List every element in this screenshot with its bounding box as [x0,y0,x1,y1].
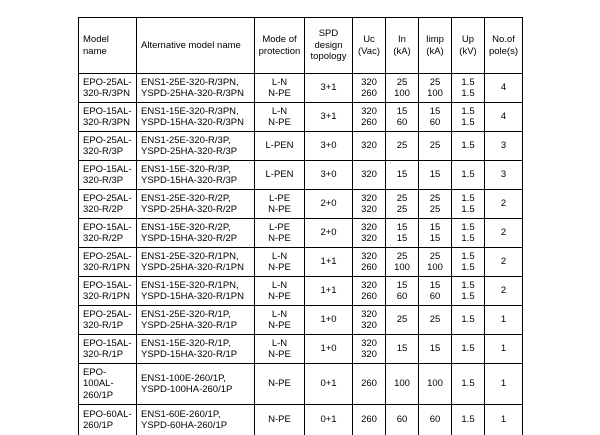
mode-of-protection-cell: L-N N-PE [255,103,305,132]
in-cell: 60 [386,405,419,435]
model-name-cell: EPO-25AL- 320-R/1PN [79,248,137,277]
in-cell: 15 60 [386,103,419,132]
iimp-cell: 15 15 [419,219,452,248]
up-cell: 1.5 1.5 [452,190,485,219]
alternative-model-name-cell: ENS1-60E-260/1P, YSPD-60HA-260/1P [137,405,255,435]
poles-cell: 4 [485,74,523,103]
up-cell: 1.5 [452,132,485,161]
model-name-cell: EPO-60AL- 260/1P [79,405,137,435]
alternative-model-name-cell: ENS1-25E-320-R/1P, YSPD-25HA-320-R/1P [137,306,255,335]
table-row [79,132,523,161]
poles-cell: 2 [485,277,523,306]
table-row [79,277,523,306]
uc-cell: 320 260 [353,248,386,277]
poles-cell: 3 [485,161,523,190]
in-cell: 25 100 [386,248,419,277]
alternative-model-name-cell: ENS1-25E-320-R/3PN, YSPD-25HA-320-R/3PN [137,74,255,103]
spd-spec-table [78,17,523,435]
alternative-model-name-cell: ENS1-15E-320-R/1PN, YSPD-15HA-320-R/1PN [137,277,255,306]
mode-of-protection-cell: L-PE N-PE [255,219,305,248]
mode-of-protection-cell: L-PEN [255,161,305,190]
header-number-of-poles: No.of pole(s) [485,18,523,74]
uc-cell: 320 260 [353,74,386,103]
up-cell: 1.5 1.5 [452,103,485,132]
alternative-model-name-cell: ENS1-15E-320-R/1P, YSPD-15HA-320-R/1P [137,335,255,364]
topology-cell: 1+0 [305,335,353,364]
poles-cell: 3 [485,132,523,161]
model-name-cell: EPO-25AL- 320-R/3PN [79,74,137,103]
in-cell: 15 15 [386,219,419,248]
iimp-cell: 15 [419,161,452,190]
mode-of-protection-cell: L-N N-PE [255,306,305,335]
mode-of-protection-cell: N-PE [255,364,305,405]
uc-cell: 320 320 [353,335,386,364]
alternative-model-name-cell: ENS1-25E-320-R/3P, YSPD-25HA-320-R/3P [137,132,255,161]
up-cell: 1.5 1.5 [452,219,485,248]
model-name-cell: EPO-15AL- 320-R/1P [79,335,137,364]
alternative-model-name-cell: ENS1-15E-320-R/3PN, YSPD-15HA-320-R/3PN [137,103,255,132]
iimp-cell: 25 100 [419,74,452,103]
iimp-cell: 25 100 [419,248,452,277]
up-cell: 1.5 [452,335,485,364]
uc-cell: 320 320 [353,219,386,248]
header-row [79,18,523,74]
topology-cell: 3+0 [305,161,353,190]
poles-cell: 1 [485,405,523,435]
poles-cell: 1 [485,335,523,364]
iimp-cell: 25 25 [419,190,452,219]
mode-of-protection-cell: L-PEN [255,132,305,161]
model-name-cell: EPO-25AL- 320-R/2P [79,190,137,219]
model-name-cell: EPO-25AL- 320-R/3P [79,132,137,161]
model-name-cell: EPO-15AL- 320-R/2P [79,219,137,248]
in-cell: 25 25 [386,190,419,219]
header-alternative-model-name: Alternative model name [137,18,255,74]
poles-cell: 1 [485,364,523,405]
table-row [79,190,523,219]
uc-cell: 320 260 [353,277,386,306]
header-in: In (kA) [386,18,419,74]
table-row [79,103,523,132]
poles-cell: 4 [485,103,523,132]
header-model-name: Model name [79,18,137,74]
up-cell: 1.5 1.5 [452,277,485,306]
in-cell: 25 [386,132,419,161]
table-row [79,248,523,277]
up-cell: 1.5 1.5 [452,74,485,103]
table-row [79,161,523,190]
topology-cell: 3+0 [305,132,353,161]
poles-cell: 2 [485,219,523,248]
topology-cell: 3+1 [305,74,353,103]
model-name-cell: EPO-15AL- 320-R/3PN [79,103,137,132]
header-spd-design-topology: SPD design topology [305,18,353,74]
topology-cell: 1+0 [305,306,353,335]
model-name-cell: EPO- 100AL- 260/1P [79,364,137,405]
up-cell: 1.5 [452,364,485,405]
in-cell: 15 [386,161,419,190]
table-row [79,74,523,103]
up-cell: 1.5 [452,306,485,335]
mode-of-protection-cell: L-PE N-PE [255,190,305,219]
topology-cell: 1+1 [305,248,353,277]
in-cell: 25 [386,306,419,335]
mode-of-protection-cell: L-N N-PE [255,335,305,364]
topology-cell: 1+1 [305,277,353,306]
table-row [79,219,523,248]
in-cell: 25 100 [386,74,419,103]
iimp-cell: 100 [419,364,452,405]
iimp-cell: 15 [419,335,452,364]
table-row [79,306,523,335]
mode-of-protection-cell: L-N N-PE [255,74,305,103]
alternative-model-name-cell: ENS1-15E-320-R/3P, YSPD-15HA-320-R/3P [137,161,255,190]
topology-cell: 0+1 [305,364,353,405]
model-name-cell: EPO-15AL- 320-R/3P [79,161,137,190]
topology-cell: 2+0 [305,190,353,219]
topology-cell: 3+1 [305,103,353,132]
table-row [79,364,523,405]
uc-cell: 320 260 [353,103,386,132]
uc-cell: 320 [353,161,386,190]
alternative-model-name-cell: ENS1-15E-320-R/2P, YSPD-15HA-320-R/2P [137,219,255,248]
in-cell: 15 60 [386,277,419,306]
header-mode-of-protection: Mode of protection [255,18,305,74]
uc-cell: 320 [353,132,386,161]
iimp-cell: 60 [419,405,452,435]
model-name-cell: EPO-15AL- 320-R/1PN [79,277,137,306]
uc-cell: 260 [353,364,386,405]
header-iimp: Iimp (kA) [419,18,452,74]
model-name-cell: EPO-25AL- 320-R/1P [79,306,137,335]
uc-cell: 260 [353,405,386,435]
iimp-cell: 15 60 [419,277,452,306]
iimp-cell: 25 [419,132,452,161]
up-cell: 1.5 [452,405,485,435]
alternative-model-name-cell: ENS1-25E-320-R/1PN, YSPD-25HA-320-R/1PN [137,248,255,277]
table-row [79,335,523,364]
poles-cell: 2 [485,248,523,277]
mode-of-protection-cell: L-N N-PE [255,248,305,277]
iimp-cell: 25 [419,306,452,335]
uc-cell: 320 320 [353,306,386,335]
mode-of-protection-cell: N-PE [255,405,305,435]
up-cell: 1.5 1.5 [452,248,485,277]
topology-cell: 2+0 [305,219,353,248]
header-up: Up (kV) [452,18,485,74]
table-row [79,405,523,435]
in-cell: 15 [386,335,419,364]
alternative-model-name-cell: ENS1-25E-320-R/2P, YSPD-25HA-320-R/2P [137,190,255,219]
uc-cell: 320 320 [353,190,386,219]
mode-of-protection-cell: L-N N-PE [255,277,305,306]
topology-cell: 0+1 [305,405,353,435]
alternative-model-name-cell: ENS1-100E-260/1P, YSPD-100HA-260/1P [137,364,255,405]
header-uc: Uc (Vac) [353,18,386,74]
in-cell: 100 [386,364,419,405]
poles-cell: 2 [485,190,523,219]
iimp-cell: 15 60 [419,103,452,132]
poles-cell: 1 [485,306,523,335]
up-cell: 1.5 [452,161,485,190]
